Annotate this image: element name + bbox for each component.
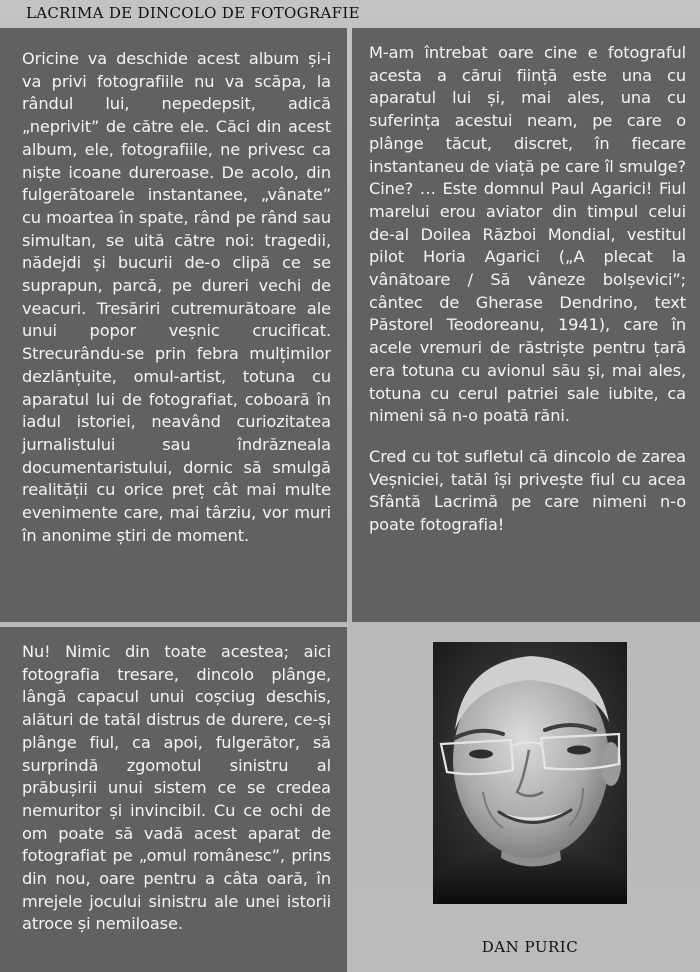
portrait-illustration xyxy=(433,642,627,904)
page-title: LACRIMA DE DINCOLO DE FOTOGRAFIE xyxy=(26,4,360,22)
left-paragraph-2: Nu! Nimic din toate acestea; aici fotografia tresare, dincolo plânge, lângă capacul unui coșciug deschis, alături de tatăl distrus de durere, ce-și plânge fiul, ca apoi, fulgerător, să surprindă zgomotul sinistru al prăbușirii unui sistem ce se credea nemuritor și invincibil. Cu ce ochi de om poate să vadă acest aparat de fotografiat pe „omul românesc”, prins din nou, oare pentru a câta oară, în mrejele jocului sinistru ale unei istorii atroce și nemiloase. xyxy=(22,642,331,934)
left-column-bottom-panel xyxy=(0,627,347,972)
photo-caption: DAN PURIC xyxy=(481,938,579,956)
right-paragraph-2: Cred cu tot sufletul că dincolo de zarea Veșniciei, tatăl își privește fiul cu acea Sfântă Lacrimă pe care nimeni n-o poate fotografia! xyxy=(369,446,686,535)
left-column-top-panel xyxy=(0,28,347,622)
left-paragraph-1: Oricine va deschide acest album și-i va privi fotografiile nu va scăpa, la rândul lui, nepedepsit, adică „neprivit” de către ele. Căci din acest album, ele, fotografiile, ne privesc ca niște icoane dureroase. De acolo, din fulgerătoarele instantanee, „vânate” cu moartea în spate, rând pe rând sau simultan, se uită către noi: tragedii, nădejdi și bucurii de-o clipă ce se suprapun, parcă, pe dureri vechi de veacuri. Tresăriri cutremurătoare ale unui popor veșnic crucificat. Strecurându-se prin febra mulțimilor dezlănțuite, omul-artist, totuna cu aparatul lui de fotografiat, coboară în iadul istoriei, neavând curiozitatea jurnalistului sau îndrăzneala documentaristului, dornic să smulgă realității cu orice preț cât mai multe evenimente care, mai târziu, vor muri în anonime știri de moment. xyxy=(22,49,331,545)
right-column-top-panel xyxy=(352,28,700,622)
right-paragraph-1: M-am întrebat oare cine e fotograful acesta a cărui ființă este una cu aparatul lui și, mai ales, una cu suferința acestui neam, pe care o plânge tăcut, discret, în fiecare instantaneu de viață pe care îl smulge? Cine? … Este domnul Paul Agarici! Fiul marelui erou aviator din timpul celui de-al Doilea Război Mondial, vestitul pilot Horia Agarici („A plecat la vânătoare / Să vâneze bolșevici”; cântec de Gherase Dendrino, text Păstorel Teodoreanu, 1941), care în acele vremuri de răstriște pentru țară era totuna cu avionul său și, mai ales, totuna cu cerul patriei sale iubite, ca nimeni să n-o poată răni. xyxy=(369,43,686,426)
author-portrait-photo xyxy=(433,642,627,904)
